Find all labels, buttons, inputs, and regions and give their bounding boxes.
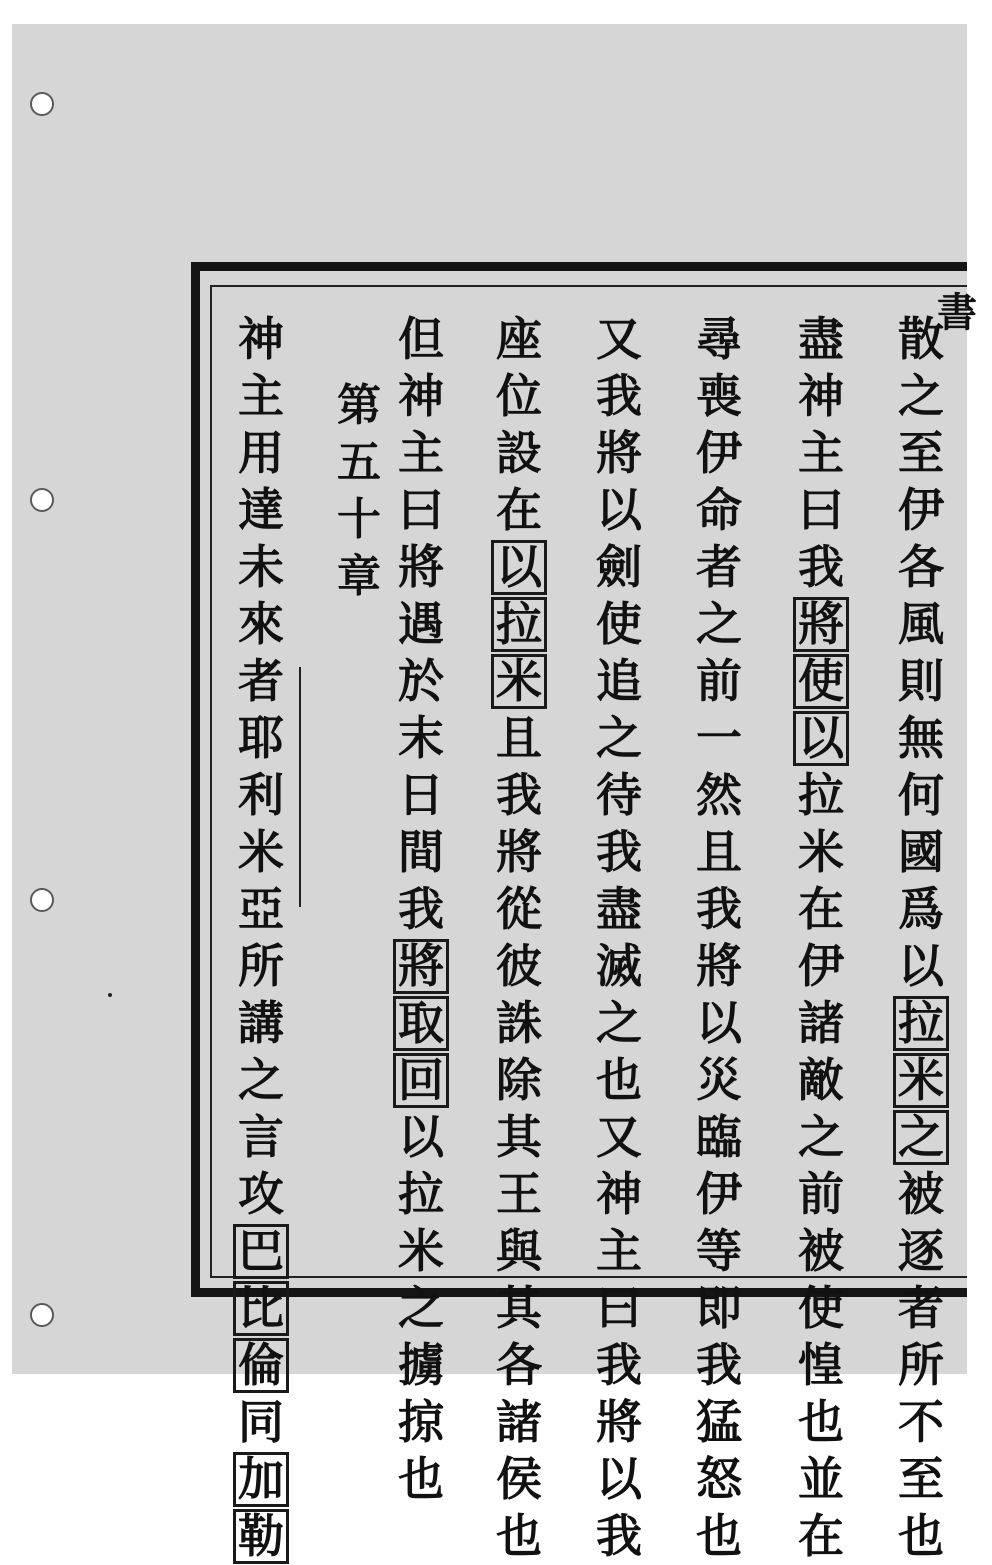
glyph: 用 — [238, 426, 284, 480]
glyph: 也 — [898, 1509, 944, 1563]
glyph: 之 — [596, 996, 642, 1050]
glyph: 被 — [798, 1224, 844, 1278]
text-column-c6 — [392, 311, 450, 1508]
glyph: 在 — [798, 882, 844, 936]
glyph: 彼 — [496, 939, 542, 993]
glyph: 同 — [238, 1395, 284, 1449]
glyph: 我 — [596, 825, 642, 879]
side-fragment: 書 — [937, 289, 977, 336]
glyph: 等 — [696, 1224, 742, 1278]
glyph: 者 — [696, 540, 742, 594]
glyph: 惶 — [798, 1338, 844, 1392]
glyph: 在 — [798, 1509, 844, 1563]
glyph: 諸 — [798, 996, 844, 1050]
glyph: 也 — [596, 1053, 642, 1107]
glyph: 其 — [496, 1110, 542, 1164]
glyph: 所 — [238, 939, 284, 993]
glyph: 一 — [696, 711, 742, 765]
glyph: 敵 — [798, 1053, 844, 1107]
text-column-c1 — [892, 311, 950, 1565]
glyph: 盡 — [798, 312, 844, 366]
glyph: 拉 — [398, 1167, 444, 1221]
glyph: 其 — [496, 1281, 542, 1335]
glyph: 不 — [898, 1395, 944, 1449]
glyph: 與 — [496, 1224, 542, 1278]
glyph: 達 — [238, 483, 284, 537]
glyph: 米 — [490, 653, 548, 710]
glyph: 言 — [238, 1110, 284, 1164]
glyph: 然 — [696, 768, 742, 822]
glyph: 尋 — [696, 312, 742, 366]
glyph: 所 — [898, 1338, 944, 1392]
glyph: 猛 — [696, 1395, 742, 1449]
glyph: 我 — [596, 1509, 642, 1563]
glyph: 米 — [798, 825, 844, 879]
glyph: 米 — [892, 1052, 950, 1109]
glyph: 米 — [398, 1224, 444, 1278]
glyph: 並 — [798, 1452, 844, 1506]
glyph: 主 — [238, 369, 284, 423]
glyph: 災 — [696, 1053, 742, 1107]
glyph: 以 — [898, 939, 944, 993]
glyph: 座 — [496, 312, 542, 366]
glyph: 又 — [596, 312, 642, 366]
glyph: 伊 — [898, 483, 944, 537]
glyph: 之 — [398, 1281, 444, 1335]
glyph: 五 — [337, 437, 381, 488]
glyph: 滅 — [596, 939, 642, 993]
glyph: 曰 — [596, 1281, 642, 1335]
glyph: 者 — [898, 1281, 944, 1335]
glyph: 攻 — [238, 1167, 284, 1221]
glyph: 命 — [696, 483, 742, 537]
printed-page — [191, 262, 977, 1563]
glyph: 回 — [392, 1052, 450, 1109]
glyph: 散 — [898, 312, 944, 366]
glyph: 耶 — [238, 711, 284, 765]
glyph: 設 — [496, 426, 542, 480]
glyph: 且 — [496, 711, 542, 765]
glyph: 怒 — [696, 1452, 742, 1506]
punch-hole — [30, 488, 54, 512]
glyph: 以 — [696, 996, 742, 1050]
glyph: 我 — [696, 882, 742, 936]
glyph: 間 — [398, 825, 444, 879]
glyph: 比 — [232, 1280, 290, 1337]
glyph: 爲 — [898, 882, 944, 936]
glyph: 前 — [798, 1167, 844, 1221]
glyph: 也 — [798, 1395, 844, 1449]
glyph: 諸 — [496, 1395, 542, 1449]
glyph: 我 — [798, 540, 844, 594]
glyph: 將 — [398, 540, 444, 594]
glyph: 我 — [596, 369, 642, 423]
glyph: 各 — [496, 1338, 542, 1392]
glyph: 伊 — [798, 939, 844, 993]
glyph: 神 — [238, 312, 284, 366]
glyph: 從 — [496, 882, 542, 936]
glyph: 我 — [398, 882, 444, 936]
glyph: 逐 — [898, 1224, 944, 1278]
glyph: 臨 — [696, 1110, 742, 1164]
glyph: 未 — [238, 540, 284, 594]
glyph: 侯 — [496, 1452, 542, 1506]
glyph: 講 — [238, 996, 284, 1050]
glyph: 在 — [496, 483, 542, 537]
text-column-c8 — [232, 311, 290, 1565]
glyph: 之 — [238, 1053, 284, 1107]
glyph: 則 — [898, 654, 944, 708]
column-rule — [299, 667, 301, 907]
glyph: 神 — [596, 1167, 642, 1221]
glyph: 主 — [596, 1224, 642, 1278]
text-column-c7 — [330, 377, 388, 605]
glyph: 遇 — [398, 597, 444, 651]
glyph: 亞 — [238, 882, 284, 936]
glyph: 盡 — [596, 882, 642, 936]
glyph: 將 — [696, 939, 742, 993]
glyph: 之 — [898, 369, 944, 423]
text-column-c2 — [792, 311, 850, 1565]
glyph: 劍 — [596, 540, 642, 594]
glyph: 第 — [337, 380, 381, 431]
glyph: 之 — [892, 1109, 950, 1166]
glyph: 拉 — [490, 596, 548, 653]
glyph: 王 — [496, 1167, 542, 1221]
glyph: 至 — [898, 426, 944, 480]
glyph: 之 — [596, 711, 642, 765]
glyph: 主 — [798, 426, 844, 480]
glyph: 也 — [398, 1452, 444, 1506]
glyph: 使 — [798, 1281, 844, 1335]
glyph: 且 — [696, 825, 742, 879]
glyph: 也 — [696, 1509, 742, 1563]
glyph: 使 — [792, 653, 850, 710]
glyph: 除 — [496, 1053, 542, 1107]
glyph: 也 — [496, 1509, 542, 1563]
punch-hole — [30, 888, 54, 912]
glyph: 巴 — [232, 1223, 290, 1280]
glyph: 倫 — [232, 1337, 290, 1394]
glyph: 日 — [398, 768, 444, 822]
glyph: 章 — [337, 551, 381, 602]
glyph: 我 — [496, 768, 542, 822]
glyph: 國 — [898, 825, 944, 879]
glyph: 取 — [392, 995, 450, 1052]
glyph: 來 — [238, 597, 284, 651]
text-column-c4 — [590, 311, 648, 1565]
glyph: 擄 — [398, 1338, 444, 1392]
glyph: 前 — [696, 654, 742, 708]
glyph: 十 — [337, 494, 381, 545]
glyph: 米 — [238, 825, 284, 879]
glyph: 何 — [898, 768, 944, 822]
glyph: 待 — [596, 768, 642, 822]
glyph: 我 — [596, 1338, 642, 1392]
glyph: 即 — [696, 1281, 742, 1335]
glyph: 以 — [596, 1452, 642, 1506]
text-frame — [210, 285, 967, 1563]
glyph: 之 — [798, 1110, 844, 1164]
glyph: 拉 — [892, 995, 950, 1052]
glyph: 以 — [490, 539, 548, 596]
glyph: 但 — [398, 312, 444, 366]
glyph: 無 — [898, 711, 944, 765]
glyph: 神 — [798, 369, 844, 423]
glyph: 又 — [596, 1110, 642, 1164]
glyph: 各 — [898, 540, 944, 594]
glyph: 將 — [496, 825, 542, 879]
glyph: 勒 — [232, 1508, 290, 1565]
glyph: 喪 — [696, 369, 742, 423]
glyph: 於 — [398, 654, 444, 708]
glyph: 拉 — [798, 768, 844, 822]
text-column-c3 — [690, 311, 748, 1565]
glyph: 將 — [596, 426, 642, 480]
glyph: 利 — [238, 768, 284, 822]
glyph: 之 — [696, 597, 742, 651]
glyph: 誅 — [496, 996, 542, 1050]
glyph: 至 — [898, 1452, 944, 1506]
glyph: 我 — [696, 1338, 742, 1392]
glyph: 使 — [596, 597, 642, 651]
text-column-c5 — [490, 311, 548, 1565]
glyph: 被 — [898, 1167, 944, 1221]
glyph: 者 — [238, 654, 284, 708]
glyph: 以 — [596, 483, 642, 537]
glyph: 神 — [398, 369, 444, 423]
glyph: 以 — [398, 1110, 444, 1164]
glyph: 位 — [496, 369, 542, 423]
glyph: 掠 — [398, 1395, 444, 1449]
ink-speck — [108, 993, 112, 997]
punch-hole — [30, 1303, 54, 1327]
glyph: 伊 — [696, 1167, 742, 1221]
glyph: 曰 — [398, 483, 444, 537]
glyph: 伊 — [696, 426, 742, 480]
glyph: 以 — [792, 710, 850, 767]
glyph: 末 — [398, 711, 444, 765]
glyph: 曰 — [798, 483, 844, 537]
glyph: 將 — [792, 596, 850, 653]
glyph: 加 — [232, 1451, 290, 1508]
punch-hole — [30, 92, 54, 116]
glyph: 將 — [596, 1395, 642, 1449]
glyph: 追 — [596, 654, 642, 708]
glyph: 主 — [398, 426, 444, 480]
glyph: 將 — [392, 938, 450, 995]
glyph: 風 — [898, 597, 944, 651]
